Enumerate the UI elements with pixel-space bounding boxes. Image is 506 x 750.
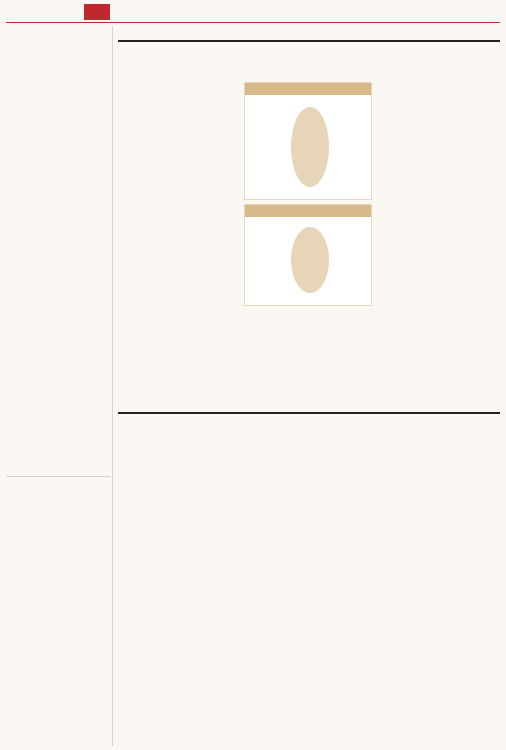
top-article-col2 [244, 316, 370, 319]
chart-stable-pie [291, 227, 329, 293]
top-article-col1 [118, 80, 238, 238]
top-article-col1-body [118, 82, 238, 142]
top-article-col3-body [378, 82, 500, 308]
left-article-body-2 [8, 40, 108, 180]
left-divider [6, 476, 110, 477]
page-number [84, 4, 110, 20]
chart-stable-title [245, 205, 371, 217]
bottom-article-col1 [118, 452, 238, 454]
chart-stable [244, 204, 372, 306]
left-bottom-article [8, 484, 108, 486]
header-rule [6, 22, 500, 23]
top-article-rule [118, 40, 500, 42]
top-article-col3 [378, 82, 500, 311]
bottom-article-rule [118, 412, 500, 414]
chart-balanced [244, 82, 372, 200]
chart-balanced-pie [291, 107, 329, 187]
left-article-body [8, 30, 108, 37]
left-article [8, 28, 108, 183]
chart-balanced-title [245, 83, 371, 95]
column-divider [112, 26, 113, 746]
top-article-col1-body-2 [118, 145, 238, 235]
